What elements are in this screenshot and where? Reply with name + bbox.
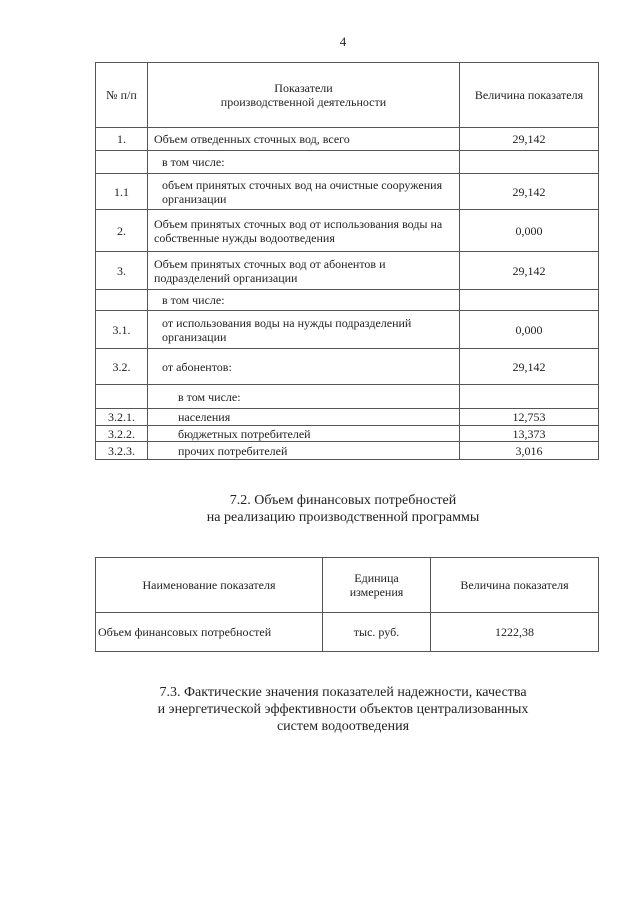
row-number: 2.	[96, 210, 148, 252]
header-unit: Единица измерения	[323, 558, 431, 613]
header-indicator: Показатели производственной деятельности	[148, 63, 460, 128]
row-unit: тыс. руб.	[323, 613, 431, 652]
table-row	[96, 174, 599, 210]
row-number	[96, 385, 148, 409]
table-row	[96, 426, 599, 442]
row-value	[460, 151, 599, 174]
row-number: 3.	[96, 252, 148, 290]
row-label: бюджетных потребителей	[148, 426, 460, 442]
section-7-2-line1: 7.2. Объем финансовых потребностей	[229, 493, 457, 508]
header-value: Величина показателя	[460, 63, 599, 128]
table-row	[96, 311, 599, 349]
header-value: Величина показателя	[431, 558, 599, 613]
row-value: 0,000	[460, 311, 599, 349]
row-value: 29,142	[460, 349, 599, 385]
table-header-row	[96, 558, 599, 613]
section-7-2-line2: на реализацию производственной программы	[206, 510, 480, 525]
row-value: 29,142	[460, 252, 599, 290]
table-row	[96, 442, 599, 460]
row-number: 3.1.	[96, 311, 148, 349]
row-label: в том числе:	[148, 385, 460, 409]
table-row	[96, 290, 599, 311]
row-value	[460, 290, 599, 311]
section-7-3-title	[0, 684, 640, 735]
row-label: в том числе:	[148, 290, 460, 311]
row-value: 13,373	[460, 426, 599, 442]
header-name: Наименование показателя	[96, 558, 323, 613]
row-label: Объем финансовых потребностей	[96, 613, 323, 652]
row-label: в том числе:	[148, 151, 460, 174]
financial-needs-table	[95, 557, 599, 652]
production-indicators-table	[95, 62, 599, 460]
row-value: 3,016	[460, 442, 599, 460]
row-number: 3.2.2.	[96, 426, 148, 442]
row-number	[96, 290, 148, 311]
row-number: 3.2.1.	[96, 409, 148, 426]
section-7-3-line1: 7.3. Фактические значения показателей надежности, качества	[159, 685, 527, 700]
row-number: 1.1	[96, 174, 148, 210]
row-value: 0,000	[460, 210, 599, 252]
row-label: населения	[148, 409, 460, 426]
section-7-3-line3: систем водоотведения	[276, 719, 410, 734]
row-value: 29,142	[460, 128, 599, 151]
table-header-row	[96, 63, 599, 128]
table-row	[96, 128, 599, 151]
table-row	[96, 385, 599, 409]
row-number: 3.2.	[96, 349, 148, 385]
table-row	[96, 349, 599, 385]
row-label: от использования воды на нужды подразделений организации	[148, 311, 460, 349]
row-value	[460, 385, 599, 409]
table-row	[96, 252, 599, 290]
row-value: 12,753	[460, 409, 599, 426]
section-7-3-line2: и энергетической эффективности объектов централизованных	[157, 702, 529, 717]
row-label: прочих потребителей	[148, 442, 460, 460]
row-value: 29,142	[460, 174, 599, 210]
row-number: 3.2.3.	[96, 442, 148, 460]
row-number	[96, 151, 148, 174]
table-row	[96, 409, 599, 426]
row-number: 1.	[96, 128, 148, 151]
row-label: Объем принятых сточных вод от использования воды на собственные нужды водоотведения	[148, 210, 460, 252]
row-label: Объем отведенных сточных вод, всего	[148, 128, 460, 151]
row-label: объем принятых сточных вод на очистные сооружения организации	[148, 174, 460, 210]
row-label: от абонентов:	[148, 349, 460, 385]
header-number: № п/п	[96, 63, 148, 128]
section-7-2-title	[0, 492, 640, 526]
table-row	[96, 151, 599, 174]
table-row	[96, 613, 599, 652]
page-number: 4	[339, 34, 347, 49]
row-label: Объем принятых сточных вод от абонентов и подразделений организации	[148, 252, 460, 290]
table-row	[96, 210, 599, 252]
row-value: 1222,38	[431, 613, 599, 652]
